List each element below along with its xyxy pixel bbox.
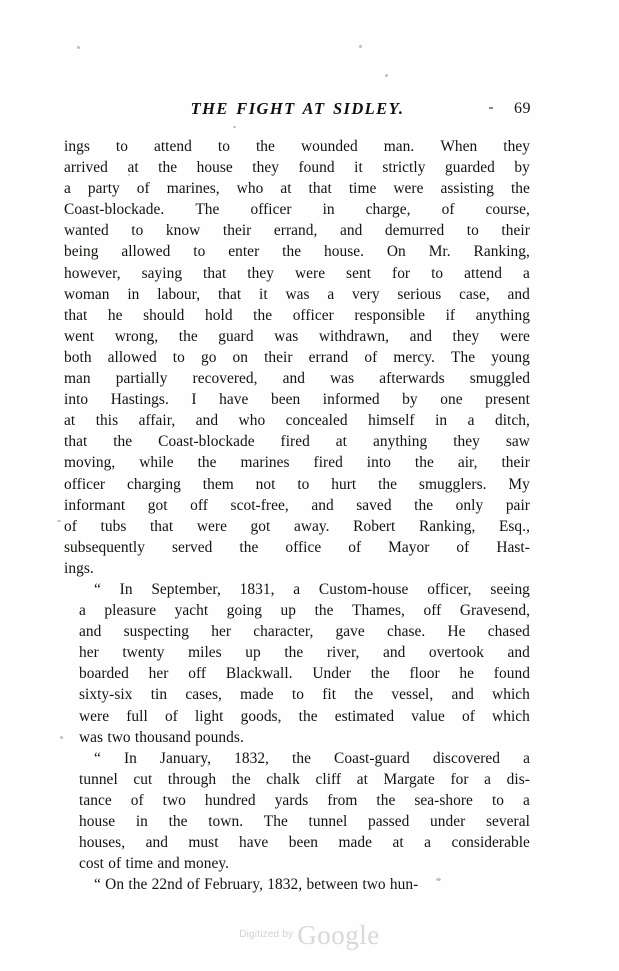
text-line: ings. bbox=[64, 559, 94, 577]
text-line: officer charging them not to hurt the smugglers. My bbox=[64, 475, 530, 493]
text-line: informant got off scot-free, and saved the only pair bbox=[64, 496, 530, 514]
text-line: boarded her off Blackwall. Under the floor he found bbox=[79, 665, 530, 683]
scan-speck bbox=[60, 736, 63, 739]
text-line: a pleasure yacht going up the Thames, off Gravesend, bbox=[79, 602, 530, 620]
text-line: that he should hold the officer responsible if anything bbox=[64, 306, 530, 324]
text-line: that the Coast-blockade fired at anything they saw bbox=[64, 433, 530, 451]
text-line: her twenty miles up the river, and overtook and bbox=[79, 644, 530, 662]
text-line: sixty-six tin cases, made to fit the vessel, and which bbox=[79, 686, 530, 704]
text-line: and suspecting her character, gave chase. He chased bbox=[79, 623, 530, 641]
scan-speck bbox=[77, 46, 80, 49]
text-line: a party of marines, who at that time were assisting the bbox=[64, 180, 530, 198]
text-line: wanted to know their errand, and demurred to their bbox=[64, 222, 530, 240]
running-head: THE FIGHT AT SIDLEY. bbox=[190, 99, 405, 118]
scan-speck bbox=[385, 74, 388, 77]
text-line: however, saying that they were sent for to attend a bbox=[64, 264, 530, 282]
text-line: houses, and must have been made at a considerable bbox=[79, 834, 530, 852]
text-line: Coast-blockade. The officer in charge, of course, bbox=[64, 201, 530, 219]
paragraph bbox=[64, 874, 530, 895]
watermark-brand: Google bbox=[297, 920, 380, 950]
text-line: subsequently served the office of Mayor of Hast- bbox=[64, 538, 530, 556]
paragraph bbox=[64, 136, 530, 579]
text-line: tunnel cut through the chalk cliff at Margate for a dis- bbox=[79, 770, 530, 788]
text-line: both allowed to go on their errand of mercy. The young bbox=[64, 348, 530, 366]
scan-speck bbox=[359, 45, 362, 48]
page-number: 69 bbox=[514, 100, 531, 117]
text-line: ings to attend to the wounded man. When they bbox=[64, 138, 530, 155]
text-line: at this affair, and who concealed himself in a ditch, bbox=[64, 412, 530, 430]
scan-speck bbox=[233, 126, 236, 128]
watermark-prefix: Digitized by bbox=[239, 929, 294, 940]
text-line: man partially recovered, and was afterwards smuggled bbox=[64, 370, 530, 388]
text-line: “ On the 22nd of February, 1832, between two hun- bbox=[94, 876, 419, 894]
body-text bbox=[64, 136, 530, 895]
text-line: tance of two hundred yards from the sea-shore to a bbox=[79, 791, 530, 809]
text-line: arrived at the house they found it strictly guarded by bbox=[64, 159, 530, 177]
scan-speck bbox=[57, 520, 61, 522]
google-watermark bbox=[0, 920, 619, 951]
text-line: moving, while the marines fired into the air, their bbox=[64, 454, 530, 472]
text-line: were full of light goods, the estimated value of which bbox=[79, 707, 530, 725]
folio-speck bbox=[489, 107, 493, 109]
text-line: was two thousand pounds. bbox=[79, 728, 244, 746]
text-line: cost of time and money. bbox=[79, 855, 230, 873]
text-line: went wrong, the guard was withdrawn, and they were bbox=[64, 327, 530, 345]
text-line: into Hastings. I have been informed by one present bbox=[64, 391, 530, 409]
text-line: house in the town. The tunnel passed under several bbox=[79, 813, 530, 830]
paragraph bbox=[64, 748, 530, 875]
text-line: “ In September, 1831, a Custom-house officer, seeing bbox=[94, 580, 530, 598]
text-line: woman in labour, that it was a very serious case, and bbox=[64, 285, 530, 303]
text-line: being allowed to enter the house. On Mr. Ranking, bbox=[64, 243, 530, 261]
text-line: “ In January, 1832, the Coast-guard discovered a bbox=[94, 749, 530, 767]
text-line: of tubs that were got away. Robert Ranking, Esq., bbox=[64, 517, 530, 535]
paragraph bbox=[64, 579, 530, 748]
